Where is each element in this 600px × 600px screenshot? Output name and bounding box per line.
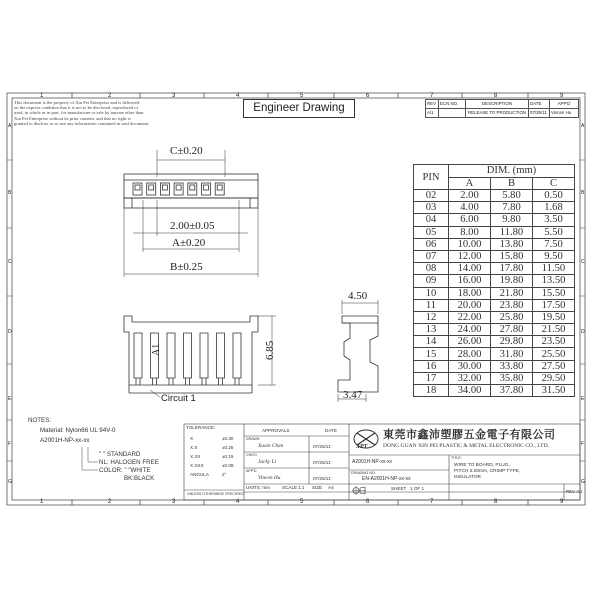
row-zone-label: B [8, 190, 12, 196]
column-zone-label: 6 [366, 93, 370, 99]
col-a-header: A [449, 177, 491, 190]
row-zone-label: E [581, 396, 585, 402]
dim-c-label: C±0.20 [170, 145, 203, 157]
dim-cell: 25.80 [491, 311, 533, 323]
drawn-date: 07/25/11' [313, 444, 332, 449]
dim-cell: 26.00 [449, 336, 491, 348]
company-name-en: DONG GUAN XIN PEI PLASTIC & METAL ELECTRONIC CO., LTD. [383, 443, 550, 449]
pin-cell: 11 [414, 299, 449, 311]
drawing-number: EN-A2001H-NP-xx-xx [362, 476, 411, 482]
column-zone-label: 6 [366, 499, 370, 505]
drawn-label: DRAWN [246, 437, 260, 441]
dim-b-label: B±0.25 [170, 261, 203, 273]
scale-value: 1:1 [298, 485, 305, 490]
row-zone-label: G [581, 479, 585, 485]
dim-cell: 33.80 [491, 360, 533, 372]
column-zone-label: 9 [560, 499, 564, 505]
date-cell: 07/25/11 [529, 109, 550, 118]
pin-cell: 13 [414, 324, 449, 336]
column-zone-label: 8 [494, 499, 498, 505]
checked-date: 07/25/11' [313, 460, 332, 465]
pin-cell: 12 [414, 311, 449, 323]
dim-cell: 0.50 [533, 190, 575, 202]
notes-halogen: NL: HALOGEN FREE [99, 459, 159, 466]
dim-cell: 2.00 [449, 190, 491, 202]
row-zone-label: A [581, 123, 585, 129]
column-zone-label: 5 [300, 93, 304, 99]
drawn-name: Xuxin Chen [258, 443, 284, 449]
rev-header: REV [426, 100, 439, 109]
dim-cell: 21.80 [491, 287, 533, 299]
title-label: TITLE: [451, 456, 462, 460]
dim-cell: 21.50 [533, 324, 575, 336]
pin-a1-label: A1 [151, 343, 162, 356]
dim-pitch-label: 2.00±0.05 [170, 220, 215, 232]
dim-cell: 14.00 [449, 263, 491, 275]
description-header: DESCRIPTION [466, 100, 529, 109]
col-c-header: C [533, 177, 575, 190]
sheet-count: 1 OF 1 [410, 486, 425, 491]
appd-header: APP'D [550, 100, 579, 109]
confidential-line: granted to disclose or so use any information contained in said document. [14, 120, 150, 126]
projection-symbol-icon [352, 486, 366, 495]
dim-cell: 1.68 [533, 202, 575, 214]
tolerance-class: X [190, 436, 194, 441]
row-zone-label: D [8, 329, 12, 335]
dim-cell: 9.80 [491, 214, 533, 226]
dim-cell: 27.50 [533, 360, 575, 372]
circuit-1-label: Circuit 1 [161, 393, 196, 404]
dim-cell: 9.50 [533, 250, 575, 262]
dim-cell: 25.50 [533, 348, 575, 360]
approved-label: APP'D [246, 469, 257, 473]
approved-name: Vincen Hu [258, 475, 281, 481]
confidential-line: This document is the property of Xin Pei Enterprise and is delivered [14, 100, 140, 105]
dim-cell: 3.50 [533, 214, 575, 226]
column-zone-label: 4 [236, 93, 240, 99]
title-line: PITCH 2.00mm, CRIMP TYPE, [454, 469, 521, 474]
dim-cell: 34.00 [449, 385, 491, 397]
size-label: SIZE [312, 485, 323, 490]
dim-cell: 8.00 [449, 226, 491, 238]
tolerance-label: TOLERANCE: [186, 425, 216, 430]
tolerance-value: ±0.15 [222, 454, 234, 459]
column-zone-label: 5 [300, 499, 304, 505]
pin-cell: 09 [414, 275, 449, 287]
dim-height-label: 6.85 [264, 340, 276, 360]
row-zone-label: A [8, 123, 12, 129]
part-number: A2001H-NP-xx-xx [352, 459, 393, 465]
dim-cell: 31.50 [533, 385, 575, 397]
approved-date: 07/25/11' [313, 476, 332, 481]
dim-cell: 12.00 [449, 250, 491, 262]
dim-cell: 35.80 [491, 372, 533, 384]
date-header: DATE [529, 100, 550, 109]
title-line: WIRE TO BOARD, PLUG, [454, 463, 510, 468]
dim-cell: 17.50 [533, 299, 575, 311]
tolerance-class: X.X [190, 445, 198, 450]
confidential-line: used, in whole or in part, for manufacture or sale by anyone other than [14, 110, 144, 116]
dim-cell: 29.80 [491, 336, 533, 348]
dim-cell: 30.00 [449, 360, 491, 372]
dim-cell: 15.80 [491, 250, 533, 262]
dim-cell: 11.80 [491, 226, 533, 238]
units: UNITS: mm [246, 485, 270, 490]
column-zone-label: 8 [494, 93, 498, 99]
revision-label: REV. A/1 [566, 489, 583, 494]
pin-cell: 08 [414, 263, 449, 275]
column-zone-label: 2 [108, 499, 112, 505]
dim-cell: 7.50 [533, 238, 575, 250]
row-zone-label: F [8, 441, 12, 447]
drawing-title: Engineer Drawing [243, 99, 355, 118]
dim-cell: 19.50 [533, 311, 575, 323]
column-zone-label: 7 [430, 499, 434, 505]
company-logo [352, 427, 380, 452]
dim-mm-header: DIM. (mm) [449, 165, 575, 178]
row-zone-label: B [581, 190, 585, 196]
confidential-line: Xin Pei Enterprise without its prior consent, and that no right is [14, 115, 131, 121]
dim-width-label: 4.50 [348, 290, 368, 302]
notes-part: A2001H-NP-xx-xx [40, 437, 90, 444]
logo-text: XPT [356, 444, 368, 450]
row-zone-label: C [581, 259, 585, 265]
col-b-header: B [491, 177, 533, 190]
row-zone-label: D [581, 329, 585, 335]
pin-cell: 15 [414, 348, 449, 360]
dim-cell: 7.80 [491, 202, 533, 214]
dim-a-label: A±0.20 [172, 237, 206, 249]
pin-cell: 07 [414, 250, 449, 262]
dim-cell: 10.00 [449, 238, 491, 250]
title-line: INSULATOR [454, 475, 482, 480]
column-zone-label: 2 [108, 93, 112, 99]
dim-cell: 27.80 [491, 324, 533, 336]
column-zone-label: 3 [172, 499, 176, 505]
pin-header: PIN [414, 165, 449, 190]
pin-cell: 10 [414, 287, 449, 299]
dim-cell: 17.80 [491, 263, 533, 275]
dim-base-label: 3.47 [343, 389, 363, 401]
row-zone-label: C [8, 259, 12, 265]
dim-cell: 15.50 [533, 287, 575, 299]
pin-cell: 16 [414, 360, 449, 372]
appd-cell: Vincen Hu [550, 109, 579, 118]
row-zone-label: E [8, 396, 12, 402]
sheet-label: SHEET [391, 486, 407, 491]
dim-cell: 29.50 [533, 372, 575, 384]
dim-cell: 18.00 [449, 287, 491, 299]
column-zone-label: 3 [172, 93, 176, 99]
dim-cell: 5.50 [533, 226, 575, 238]
dim-cell: 31.80 [491, 348, 533, 360]
tolerance-value: 2° [222, 472, 227, 477]
pin-cell: 05 [414, 226, 449, 238]
dim-cell: 23.80 [491, 299, 533, 311]
tolerance-value: ±0.25 [222, 445, 234, 450]
pin-cell: 06 [414, 238, 449, 250]
row-zone-label: G [8, 479, 12, 485]
scale-label: SCALE [282, 485, 298, 490]
description-cell: RELEASE TO PRODUCTION [466, 109, 529, 118]
tolerance-class: ANGULA [190, 472, 209, 477]
dim-cell: 4.00 [449, 202, 491, 214]
notes-label: NOTES: [28, 417, 52, 424]
tolerance-value: ±0.30 [222, 436, 234, 441]
column-zone-label: 4 [236, 499, 240, 505]
dim-cell: 13.80 [491, 238, 533, 250]
tolerance-class: X.XXX [190, 463, 204, 468]
dim-cell: 6.00 [449, 214, 491, 226]
checked-name: Jacky Li [258, 459, 277, 465]
notes-material: Material: Nylon66 UL 94V-0 [40, 427, 116, 434]
rev-cell: A/1 [426, 109, 439, 118]
size-value: A4 [328, 485, 334, 490]
pin-cell: 04 [414, 214, 449, 226]
dim-cell: 5.80 [491, 190, 533, 202]
dim-cell: 32.00 [449, 372, 491, 384]
approvals-header: APPROVALS [262, 428, 290, 433]
notes-color: COLOR: " "WHITE [99, 467, 151, 474]
pin-cell: 17 [414, 372, 449, 384]
dim-cell: 19.80 [491, 275, 533, 287]
column-zone-label: 1 [40, 499, 44, 505]
pin-cell: 02 [414, 190, 449, 202]
dim-cell: 37.80 [491, 385, 533, 397]
drawing-no-label: DRAWING NO. [351, 471, 376, 475]
pin-cell: 14 [414, 336, 449, 348]
column-zone-label: 9 [560, 93, 564, 99]
pin-cell: 18 [414, 385, 449, 397]
dim-cell: 11.50 [533, 263, 575, 275]
dim-cell: 20.00 [449, 299, 491, 311]
confidential-line: on the express condition that it is not to be disclosed, reproduced or [14, 105, 139, 111]
pin-cell: 03 [414, 202, 449, 214]
notes-black: BK:BLACK [124, 475, 155, 482]
dim-cell: 28.00 [449, 348, 491, 360]
company-name-cn: 東莞市鑫沛塑膠五金電子有限公司 [383, 428, 556, 441]
ecn-header: ECN NO. [439, 100, 466, 109]
dim-cell: 22.00 [449, 311, 491, 323]
date-header: DATE [325, 428, 337, 433]
unless-specified: UNLESS OTHERWISE SPECIFIED [187, 492, 245, 496]
dim-cell: 23.50 [533, 336, 575, 348]
dim-cell: 13.50 [533, 275, 575, 287]
checked-label: CHK'D [246, 453, 257, 457]
row-zone-label: F [581, 441, 585, 447]
dim-cell: 24.00 [449, 324, 491, 336]
column-zone-label: 7 [430, 93, 434, 99]
notes-standard: " " STANDARD [99, 451, 141, 458]
dim-cell: 16.00 [449, 275, 491, 287]
tolerance-value: ±0.08 [222, 463, 234, 468]
column-zone-label: 1 [40, 93, 44, 99]
tolerance-class: X.XX [190, 454, 201, 459]
